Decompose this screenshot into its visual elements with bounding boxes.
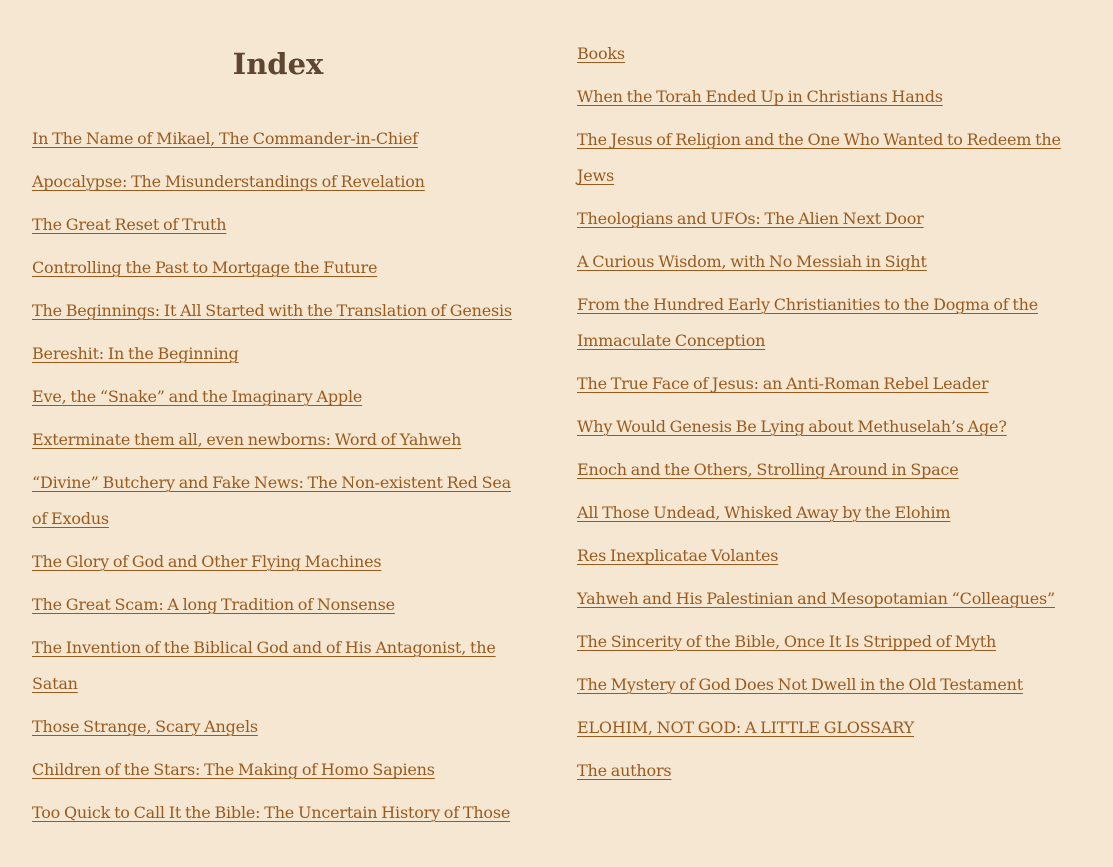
chapter-link[interactable]: Enoch and the Others, Strolling Around in Space: [577, 460, 959, 479]
toc-item: [577, 122, 1077, 194]
chapter-link[interactable]: Controlling the Past to Mortgage the Future: [32, 258, 378, 277]
chapter-link[interactable]: Books: [577, 44, 625, 63]
chapter-link[interactable]: Bereshit: In the Beginning: [32, 344, 239, 363]
toc-item: [32, 250, 524, 286]
chapter-link[interactable]: The Mystery of God Does Not Dwell in the Old Testament: [577, 675, 1023, 694]
chapter-link[interactable]: Exterminate them all, even newborns: Word of Yahweh: [32, 430, 462, 449]
toc-item: [577, 36, 1077, 72]
toc-item: [577, 79, 1077, 115]
toc-item: [32, 544, 524, 580]
toc-item: [577, 287, 1077, 359]
toc-item: [577, 495, 1077, 531]
chapter-link[interactable]: The Beginnings: It All Started with the Translation of Genesis: [32, 301, 512, 320]
toc-item: [32, 207, 524, 243]
toc-item: [32, 293, 524, 329]
toc-item: [32, 752, 524, 788]
toc-item: [32, 121, 524, 157]
toc-item: [577, 710, 1077, 746]
toc-item: [577, 581, 1077, 617]
chapter-link[interactable]: The Great Reset of Truth: [32, 215, 227, 234]
toc-item: [577, 452, 1077, 488]
toc-item: [577, 244, 1077, 280]
toc-item: [577, 667, 1077, 703]
toc-item: [32, 709, 524, 745]
toc-item: [32, 336, 524, 372]
chapter-link[interactable]: Why Would Genesis Be Lying about Methuselah’s Age?: [577, 417, 1007, 436]
toc-item: [32, 587, 524, 623]
index-title: Index: [232, 47, 324, 81]
toc-item: [32, 465, 524, 537]
chapter-link[interactable]: The Jesus of Religion and the One Who Wanted to Redeem the Jews: [577, 130, 1061, 185]
chapter-link[interactable]: From the Hundred Early Christianities to the Dogma of the Immaculate Conception: [577, 295, 1039, 350]
chapter-link[interactable]: In The Name of Mikael, The Commander-in-Chief: [32, 129, 418, 148]
chapter-link[interactable]: When the Torah Ended Up in Christians Hands: [577, 87, 943, 106]
chapter-link[interactable]: The Glory of God and Other Flying Machines: [32, 552, 382, 571]
chapter-link[interactable]: The authors: [577, 761, 672, 780]
chapter-link[interactable]: A Curious Wisdom, with No Messiah in Sight: [577, 252, 927, 271]
toc-item: [32, 795, 524, 831]
toc-item: [577, 409, 1077, 445]
toc-item: [577, 753, 1077, 789]
toc-item: [32, 379, 524, 415]
chapter-link[interactable]: Those Strange, Scary Angels: [32, 717, 258, 736]
chapter-link[interactable]: Res Inexplicatae Volantes: [577, 546, 779, 565]
toc-item: [32, 630, 524, 702]
chapter-link[interactable]: Children of the Stars: The Making of Homo Sapiens: [32, 760, 435, 779]
toc-item: [32, 422, 524, 458]
toc-item: [577, 366, 1077, 402]
chapter-link[interactable]: Apocalypse: The Misunderstandings of Revelation: [32, 172, 425, 191]
chapter-link[interactable]: Eve, the “Snake” and the Imaginary Apple: [32, 387, 363, 406]
toc-item: [577, 624, 1077, 660]
chapter-link[interactable]: The Invention of the Biblical God and of His Antagonist, the Satan: [32, 638, 496, 693]
toc-list-left: [32, 121, 524, 838]
chapter-link[interactable]: The Great Scam: A long Tradition of Nonsense: [32, 595, 395, 614]
toc-list-right: [577, 36, 1077, 796]
chapter-link[interactable]: Theologians and UFOs: The Alien Next Door: [577, 209, 924, 228]
toc-item: [577, 201, 1077, 237]
chapter-link[interactable]: ELOHIM, NOT GOD: A LITTLE GLOSSARY: [577, 718, 914, 737]
chapter-link[interactable]: The True Face of Jesus: an Anti-Roman Rebel Leader: [577, 374, 989, 393]
toc-item: [577, 538, 1077, 574]
chapter-link[interactable]: Yahweh and His Palestinian and Mesopotamian “Colleagues”: [577, 589, 1055, 608]
chapter-link[interactable]: “Divine” Butchery and Fake News: The Non-existent Red Sea of Exodus: [32, 473, 511, 528]
toc-item: [32, 164, 524, 200]
chapter-link[interactable]: All Those Undead, Whisked Away by the Elohim: [577, 503, 951, 522]
chapter-link[interactable]: The Sincerity of the Bible, Once It Is Stripped of Myth: [577, 632, 997, 651]
chapter-link[interactable]: Too Quick to Call It the Bible: The Uncertain History of Those: [32, 803, 511, 822]
